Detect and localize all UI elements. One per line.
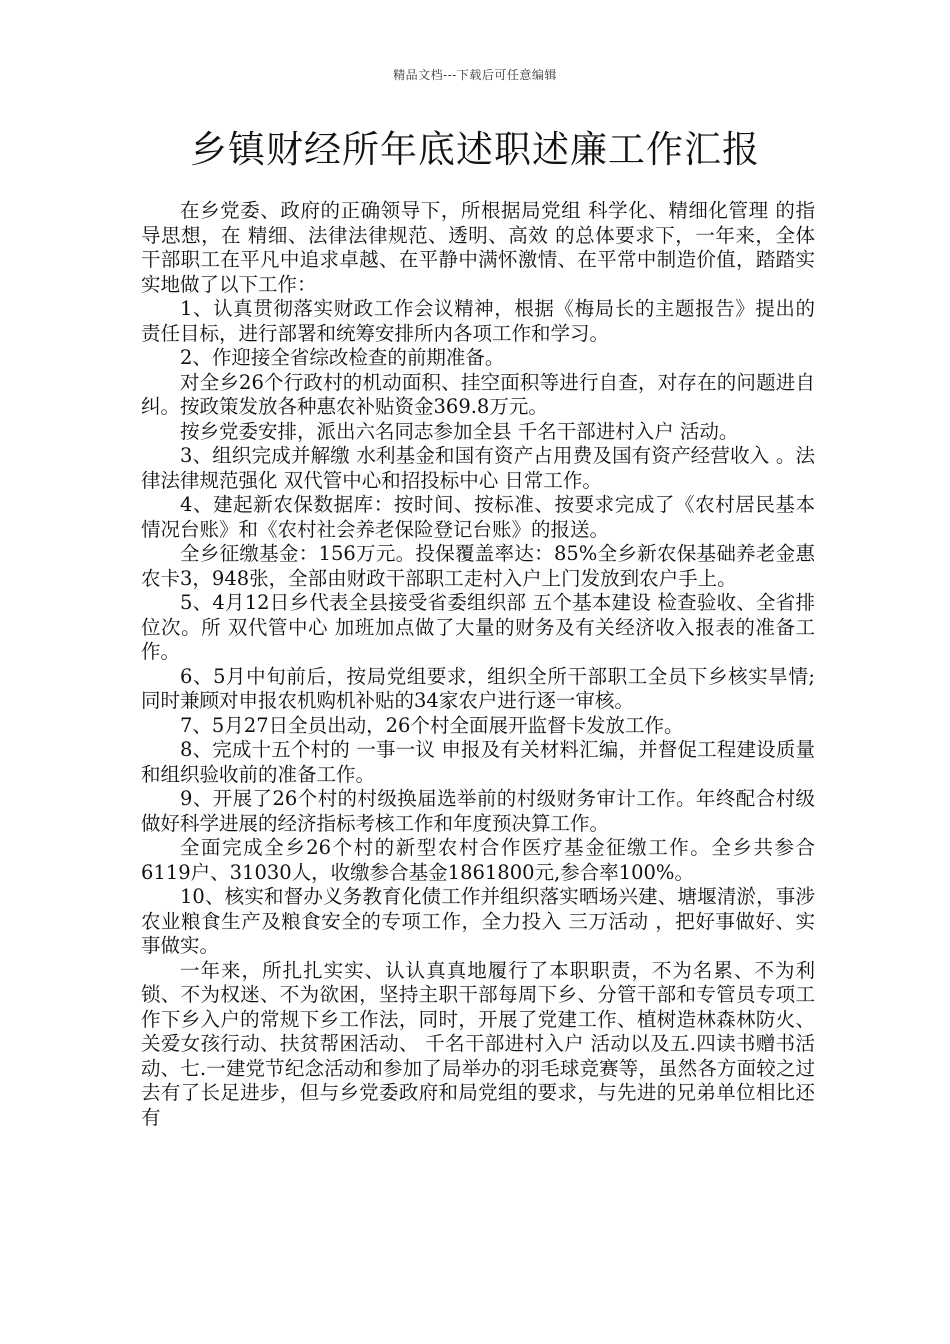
paragraph: 10、核实和督办义务教育化债工作并组织落实晒场兴建、塘堰清淤，事涉农业粮食生产及粮食安全的专项工作，全力投入 三万活动 ，把好事做好、实事做实。 [141, 885, 815, 957]
paragraph: 7、5月27日全员出动，26个村全面展开监督卡发放工作。 [180, 713, 684, 737]
paragraph: 全乡征缴基金：156万元。投保覆盖率达：85%全乡新农保基础养老金惠农卡3，948张，全部由财政干部职工走村入户上门发放到农户手上。 [141, 542, 815, 590]
paragraph: 3、组织完成并解缴 水利基金和国有资产占用费及国有资产经营收入 。法律法律规范强化 双代管中心和招投标中心 日常工作。 [141, 444, 815, 492]
paragraph: 4、建起新农保数据库：按时间、按标准、按要求完成了《农村居民基本情况台账》和《农村社会养老保险登记台账》的报送。 [141, 493, 815, 541]
paragraph: 一年来，所扎扎实实、认认真真地履行了本职职责，不为名累、不为利锁、不为权迷、不为欲困，坚持主职干部每周下乡、分管干部和专管员专项工作下乡入户的常规下乡工作法，同时，开展了党建工作、植树造林森林防火、关爱女孩行动、扶贫帮困活动、 千名干部进村入户 活动以及五.四读书赠书活动、七.一建党节纪念活动和参加了局举办的羽毛球竞赛等，虽然各方面较之过去有了长足进步，但与乡党委政府和局党组的要求，与先进的兄弟单位相比还有 [141, 958, 815, 1129]
paragraph: 1、认真贯彻落实财政工作会议精神，根据《梅局长的主题报告》提出的责任目标，进行部署和统筹安排所内各项工作和学习。 [141, 297, 815, 345]
paragraph: 对全乡26个行政村的机动面积、挂空面积等进行自查，对存在的问题进自纠。按政策发放各种惠农补贴资金369.8万元。 [141, 370, 815, 418]
paragraph: 按乡党委安排，派出六名同志参加全县 千名干部进村入户 活动。 [180, 419, 739, 443]
paragraph: 8、完成十五个村的 一事一议 申报及有关材料汇编，并督促工程建设质量和组织验收前的准备工作。 [141, 738, 815, 786]
header-note: 精品文档---下载后可任意编辑 [393, 68, 557, 82]
paragraph: 全面完成全乡26个村的新型农村合作医疗基金征缴工作。全乡共参合6119户、31030人，收缴参合基金1861800元,参合率100%。 [141, 836, 815, 884]
paragraph: 6、5月中旬前后，按局党组要求，组织全所干部职工全员下乡核实旱情;同时兼顾对申报农机购机补贴的34家农户进行逐一审核。 [141, 664, 815, 712]
paragraph: 9、开展了26个村的村级换届选举前的村级财务审计工作。年终配合村级做好科学进展的经济指标考核工作和年度预决算工作。 [141, 787, 815, 835]
document-body [141, 199, 815, 1130]
paragraph: 2、作迎接全省综改检查的前期准备。 [180, 346, 505, 369]
document-title: 乡镇财经所年底述职述廉工作汇报 [190, 128, 760, 171]
paragraph: 5、4月12日乡代表全县接受省委组织部 五个基本建设 检查验收、全省排位次。所 双代管中心 加班加点做了大量的财务及有关经济收入报表的准备工作。 [141, 591, 815, 663]
paragraph: 在乡党委、政府的正确领导下，所根据局党组 科学化、精细化管理 的指导思想，在 精细、法律法律规范、透明、高效 的总体要求下，一年来，全体干部职工在平凡中追求卓越、在平静中满怀激情、在平常中制造价值，踏踏实实地做了以下工作： [141, 199, 815, 296]
